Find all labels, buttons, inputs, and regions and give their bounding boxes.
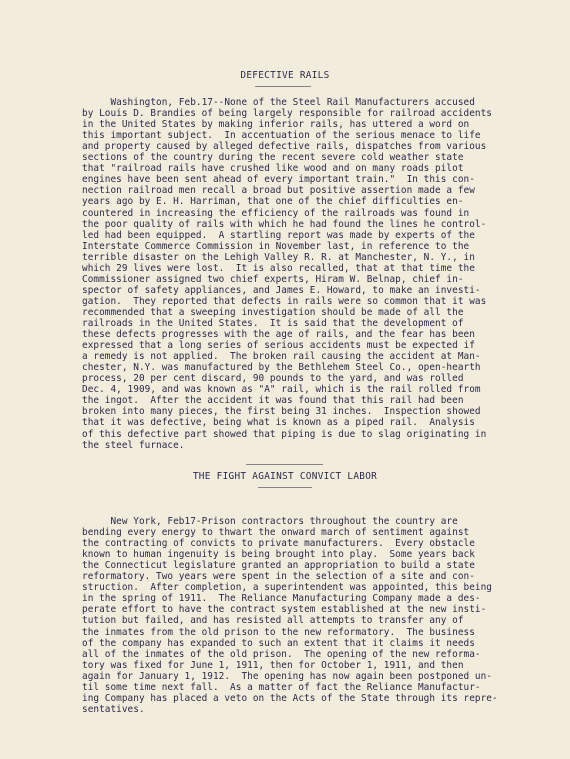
text-line: chester, N.Y. was manufactured by the Bethlehem Steel Co., open-hearth	[82, 362, 481, 374]
text-line: struction. After completion, a superintendent was appointed, this being	[82, 582, 492, 594]
text-line: that "railroad rails have crushed like wood and on many roads pilot	[82, 163, 464, 175]
text-line: perate effort to have the contract system established at the new insti-	[82, 604, 487, 616]
text-line: Commissioner assigned two chief experts, Hiram W. Belnap, chief in-	[82, 273, 464, 285]
text-line: til some time next fall. As a matter of fact the Reliance Manufactur-	[82, 681, 481, 693]
text-line: the contracting of convicts to private manufacturers. Every obstacle	[82, 538, 475, 550]
text-line: in the United States by making inferior rails, has uttered a word on	[82, 119, 470, 131]
text-line: bending every energy to thwart the onward march of sentiment against	[82, 527, 470, 539]
text-line: known to human ingenuity is being brought into play. Some years back	[82, 549, 475, 561]
text-line: engines have been sent ahead of every important train." In this con-	[82, 174, 475, 186]
text-line: Interstate Commerce Commission in November last, in reference to the	[82, 240, 470, 252]
text-line: broken into many pieces, the first being 31 inches. Inspection showed	[82, 406, 481, 418]
text-line: ing Company has placed a veto on the Acts of the State through its repre-	[82, 692, 498, 704]
text-line: tution but failed, and has resisted all attempts to transfer any of	[82, 615, 464, 627]
article-title-defective-rails: DEFECTIVE RAILS	[240, 70, 330, 81]
text-line: of this defective part showed that piping is due to slag originating in	[82, 428, 487, 440]
text-line: these defects progresses with the age of rails, and the fear has been	[82, 329, 475, 341]
text-line: process, 20 per cent discard, 90 pounds to the yard, and was rolled	[82, 373, 464, 385]
text-line: sections of the country during the recent severe cold weather state	[82, 152, 464, 164]
text-line: Dec. 4, 1909, and was known as "A" rail, which is the rail rolled from	[82, 384, 481, 396]
text-line: terrible disaster on the Lehigh Valley R. R. at Manchester, N. Y., in	[82, 251, 475, 263]
text-line: Washington, Feb.17--None of the Steel Rail Manufacturers accused	[82, 97, 475, 108]
article-title-convict-labor: THE FIGHT AGAINST CONVICT LABOR	[192, 471, 378, 482]
text-line: the poor quality of rails with which he had found the lines he control-	[82, 218, 487, 230]
text-line: tory was fixed for June 1, 1911, then for October 1, 1911, and then	[82, 659, 464, 671]
text-line: this important subject. In accentuation of the serious menace to life	[82, 130, 481, 142]
text-line: reformatory. Two years were spent in the selection of a site and con-	[82, 571, 475, 583]
text-line: gation. They reported that defects in rails were so common that it was	[82, 295, 487, 307]
text-line: the inmates from the old prison to the new reformatory. The business	[82, 626, 475, 638]
text-line: of the company has expanded to such an extent that it claims it needs	[82, 637, 475, 649]
text-line: years ago by E. H. Harriman, that one of the chief difficulties en-	[82, 196, 464, 208]
text-line: a remedy is not applied. The broken rail causing the accident at Man-	[82, 351, 481, 363]
text-line: all of the inmates of the old prison. The opening of the new reforma-	[82, 648, 481, 660]
text-line: the Connecticut legislature granted an appropriation to build a state	[82, 560, 475, 572]
text-line: that it was defective, being what is known as a piped rail. Analysis	[82, 417, 475, 429]
title-underline	[255, 86, 311, 87]
text-line: sentatives.	[82, 703, 145, 715]
text-line: expressed that a long series of serious accidents must be expected if	[82, 340, 475, 352]
text-line: New York, Feb17-Prison contractors throughout the country are	[82, 516, 458, 527]
text-line: countered in increasing the efficiency of the railroads was found in	[82, 207, 470, 219]
text-line: led had been equipped. A startling report was made by experts of the	[82, 229, 475, 241]
text-line: by Louis D. Brandies of being largely responsible for railroad accidents	[82, 108, 492, 120]
text-line: nection railroad men recall a broad but positive assertion made a few	[82, 185, 475, 197]
text-line: railroads in the United States. It is said that the development of	[82, 318, 464, 329]
text-line: which 29 lives were lost. It is also recalled, that at that time the	[82, 262, 475, 274]
section-separator	[246, 464, 323, 465]
text-line: in the spring of 1911. The Reliance Manufacturing Company made a des-	[82, 593, 481, 605]
text-line: the ingot. After the accident it was found that this rail had been	[82, 395, 464, 407]
text-line: recommended that a sweeping investigation should be made of all the	[82, 306, 464, 318]
text-line: and property caused by alleged defective rails, dispatches from various	[82, 141, 487, 153]
text-line: spector of safety appliances, and James E. Howard, to make an investi-	[82, 284, 481, 296]
text-line: the steel furnace.	[82, 439, 185, 451]
title-underline	[258, 487, 312, 488]
text-line: again for January 1, 1912. The opening has now again been postponed un-	[82, 670, 492, 682]
